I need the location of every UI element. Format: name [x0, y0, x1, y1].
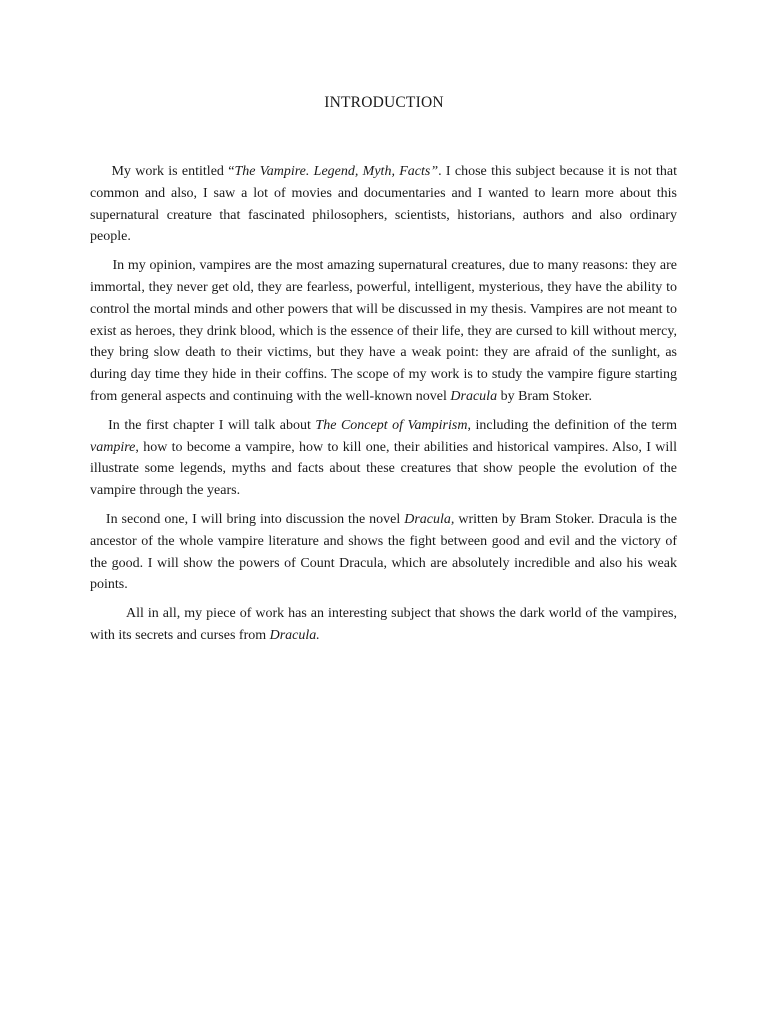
body-text: [90, 161, 677, 654]
italic-text: Dracula: [450, 388, 498, 404]
paragraph-text: , how to become a vampire, how to kill one, their abilities and historical vampires. Also, I will illustrate some legends, myths and facts about these creatures that show people the evolution of the vampire through the years.: [90, 439, 677, 499]
paragraph-text: My work is entitled “: [111, 164, 235, 179]
italic-text: Dracula,: [404, 511, 455, 527]
paragraph-5: [90, 603, 677, 647]
paragraph-2: [90, 255, 677, 408]
paragraph-text: by Bram Stoker.: [497, 388, 592, 404]
paragraph-text: In the first chapter I will talk about: [108, 417, 316, 433]
paragraph-text: In my opinion, vampires are the most amazing supernatural creatures, due to many reasons: they are immortal, they never get old, they are fearless, powerful, intelligent, mysterious, they have the ability to control the mortal minds and other powers that will be discussed in my thesis. Vampires are not meant to exist as heroes, they drink blood, which is the essence of their life, they are cursed to kill without mercy, they bring slow death to their victims, but they have a weak point: they are afraid of the sunlight, as during day time they hide in their coffins. The scope of my work is to study the vampire figure starting from general aspects and continuing with the well-known novel: [90, 258, 677, 404]
paragraph-text: written by Bram Stoker. Dracula is the ancestor of the whole vampire literature and shows the fight between good and evil and the victory of the good. I will show the powers of Count Dracula, which are absolutely incredible and also his weak points.: [90, 511, 677, 593]
paragraph-text: , including the definition of the term: [467, 417, 677, 433]
paragraph-text: . I chose this subject because it is not that common and also, I saw a lot of movies and documentaries and I wanted to learn more about this supernatural creature that fascinated philosophers, scientists, historians, authors and also ordinary people.: [90, 164, 678, 245]
italic-text: Dracula.: [269, 627, 320, 643]
paragraph-indent: [90, 258, 112, 273]
italic-text: vampire: [90, 439, 136, 455]
paragraph-indent: [90, 512, 106, 527]
page-title: INTRODUCTION: [324, 94, 444, 111]
paragraph-3: [90, 415, 677, 502]
paragraph-text: All in all, my piece of work has an interesting subject that shows the dark world of the vampires, with its secrets and curses from: [90, 606, 678, 643]
paragraph-4: [90, 509, 677, 596]
italic-text: The Vampire. Legend, Myth, Facts”: [234, 164, 439, 179]
italic-text: The Concept of Vampirism: [315, 417, 468, 433]
paragraph-indent: [90, 164, 111, 179]
paragraph-indent: [90, 606, 126, 621]
paragraph-indent: [90, 418, 108, 433]
paragraph-text: In second one, I will bring into discussion the novel: [105, 511, 405, 527]
paragraph-1: [90, 161, 677, 248]
